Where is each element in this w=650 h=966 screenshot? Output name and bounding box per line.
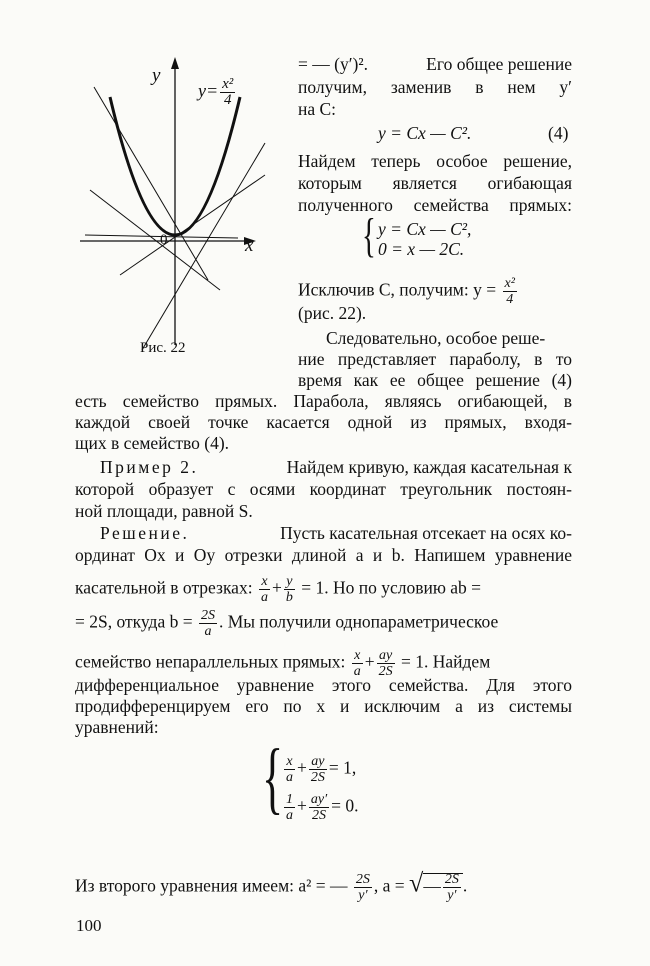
text-line: полученного семейства прямых: (298, 195, 572, 215)
x-axis-label: x (245, 235, 254, 256)
frac-num: 2S (444, 872, 459, 887)
frac-den: a (353, 664, 361, 679)
frac-num: x (259, 574, 270, 590)
solution-label: Решение. (100, 523, 190, 543)
text-segment: семейство непараллельных прямых: (75, 651, 346, 672)
curve-num: x² (222, 76, 234, 92)
text-line (75, 608, 498, 639)
plus-sign: + (297, 795, 307, 816)
solution-heading (100, 522, 572, 544)
text-segment: , a = (373, 875, 405, 896)
text-line: уравнений: (75, 717, 159, 737)
system-brace: { (362, 209, 376, 262)
text-line (75, 574, 481, 605)
text-segment: Его общее решение (426, 54, 572, 74)
text-line: (рис. 22). (298, 303, 367, 323)
tangent-line (94, 87, 208, 280)
text-segment: = — (y′)². (298, 54, 368, 74)
text-segment: = 2S, откуда b = (75, 611, 193, 632)
text-line: каждой своей точке касается одной из прямых, входя- (75, 412, 572, 432)
frac-den: 4 (506, 292, 514, 307)
system-eq-2: 0 = x — 2C. (378, 239, 465, 259)
frac-num: 1 (286, 792, 293, 807)
frac-num: ay (377, 648, 395, 664)
text-segment: Найдем кривую, каждая касательная к (286, 457, 572, 477)
plus-sign: + (297, 757, 307, 778)
parabola-plot (80, 55, 280, 350)
frac-num: 2S (200, 608, 215, 623)
text-segment: Пусть касательная отсекает на осях ко- (280, 523, 572, 543)
text-line (298, 53, 572, 75)
equation-number: (4) (548, 123, 569, 143)
curve-equation (198, 77, 237, 108)
text-segment: касательной в отрезках: (75, 577, 253, 598)
curve-den: 4 (223, 92, 232, 108)
frac-den: 2S (378, 664, 393, 679)
text-segment: = 0. (331, 795, 359, 816)
system-brace: { (262, 734, 284, 822)
text-line: время как ее общее решение (4) (298, 370, 572, 390)
text-segment: . Мы получили однопараметрическое (218, 611, 499, 632)
page-number: 100 (76, 916, 102, 935)
text-line: ние представляет параболу, в то (298, 349, 572, 369)
text-line: на C: (298, 99, 337, 119)
system-eq-2 (282, 792, 359, 823)
text-segment: = 1. Но по условию ab = (301, 577, 482, 598)
text-line: которой образует с осями координат треугольник постоян- (75, 479, 572, 499)
frac-den: 2S (312, 808, 327, 823)
frac-num: x (352, 648, 363, 664)
frac-den: a (204, 624, 212, 639)
y-axis-arrow-icon (171, 57, 179, 69)
text-line: дифференциальное уравнение этого семейства. Для этого (75, 675, 572, 695)
text-line: которым является огибающая (298, 173, 572, 193)
frac-num: y (284, 574, 295, 590)
frac-den: b (285, 590, 293, 605)
text-line: ной площади, равной S. (75, 501, 253, 521)
frac-num: ay (309, 754, 327, 770)
frac-num: 2S (355, 872, 370, 887)
frac-num: x (284, 754, 295, 770)
plus-sign: + (271, 577, 282, 598)
y-axis-label: y (152, 65, 161, 86)
frac-den: y′ (447, 888, 457, 903)
frac-num: ay′ (310, 792, 328, 807)
frac-den: 2S (310, 770, 325, 785)
frac-den: a (260, 590, 268, 605)
figure-22 (80, 55, 280, 350)
text-segment: Исключив C, получим: y = (298, 279, 497, 300)
text-line: щих в семейство (4). (75, 433, 230, 453)
example-label: Пример 2. (100, 457, 199, 477)
text-segment: Из второго уравнения имеем: a² = — (75, 875, 348, 896)
text-line: есть семейство прямых. Парабола, являясь огибающей, в (75, 391, 572, 411)
sqrt-sign: √ (409, 868, 424, 898)
system-eq-1 (282, 754, 356, 785)
text-segment: = 1, (328, 757, 357, 778)
text-line: ординат Ox и Oy отрезки длиной a и b. Напишем уравнение (75, 545, 572, 565)
text-segment: . (462, 875, 468, 896)
curve-lhs: y= (198, 80, 219, 101)
frac-den: a (286, 770, 293, 785)
frac-num: x² (504, 276, 515, 291)
text-segment: = 1. Найдем (401, 651, 491, 672)
frac-den: y′ (358, 888, 368, 903)
plus-sign: + (364, 651, 375, 672)
text-line: Следовательно, особое реше- (326, 328, 546, 348)
origin-label: 0 (160, 232, 168, 248)
system-eq-1: y = Cx — C², (378, 219, 472, 239)
figure-caption: Рис. 22 (140, 340, 186, 356)
tangent-line (90, 190, 220, 290)
text-line: продифференцируем его по x и исключим a из системы (75, 696, 572, 716)
text-line (75, 868, 468, 903)
example-2-heading (100, 456, 572, 478)
minus-sign: — (423, 875, 441, 896)
frac-den: a (286, 808, 293, 823)
equation-4: y = Cx — C². (378, 123, 472, 143)
text-line: получим, заменив в нем y′ (298, 77, 572, 97)
text-line: Найдем теперь особое решение, (298, 151, 572, 171)
